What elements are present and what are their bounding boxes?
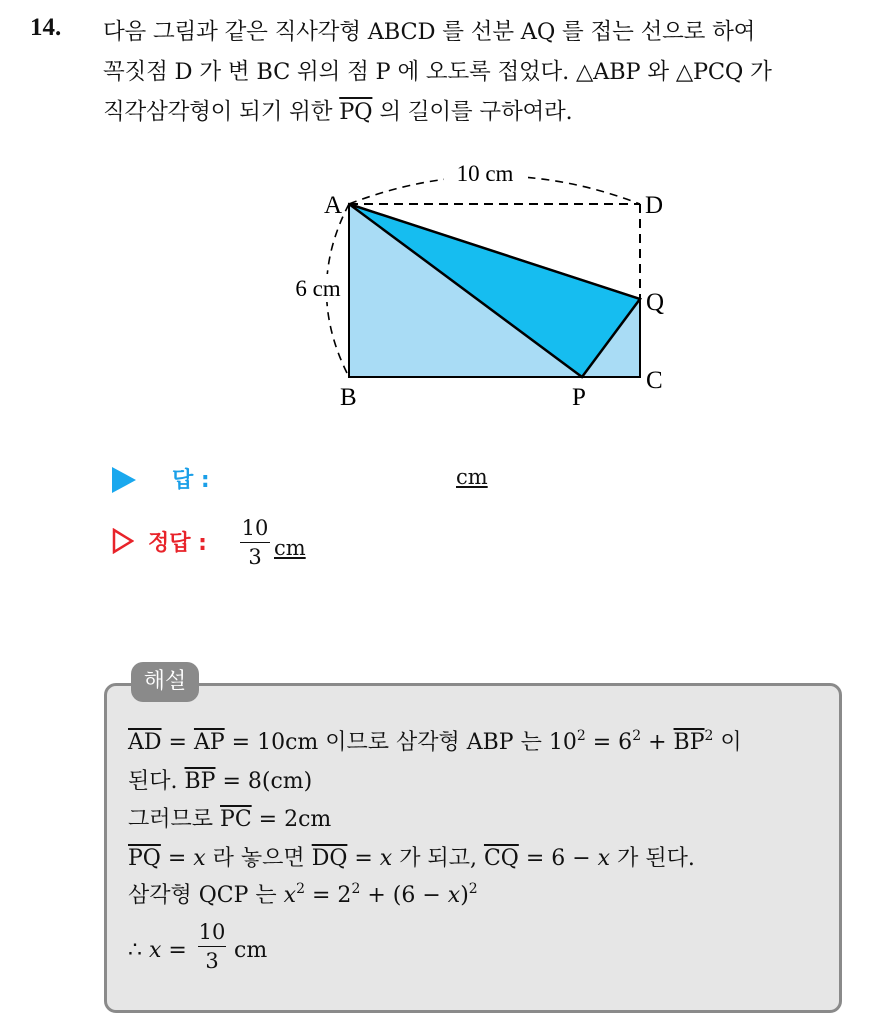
explanation-line-6: ∴ x = bbox=[128, 938, 187, 963]
answer-arrow-icon bbox=[112, 467, 136, 493]
explanation-line-5: 삼각형 QCP 는 $x^2 = 2^2 + (6 - x)^2$ bbox=[128, 881, 478, 908]
explanation-line-4: $\overline{PQ} = x$ 라 놓으면 $\overline{DQ} = x$ 가 되고, $\overline{CQ} = 6 - x$ 가 된다. bbox=[128, 846, 695, 871]
left-length-label: 6 cm bbox=[295, 276, 341, 301]
answer-input-unit[interactable]: cm bbox=[456, 465, 488, 489]
vertex-label-d: D bbox=[645, 192, 664, 219]
vertex-label-c: C bbox=[646, 367, 663, 394]
explanation-line-1: $\overline{AD} = \overline{AP} = 10cm$ 이므로 삼각형 ABP 는 $10^2 = 6^2 + \overline{BP}^2$ 이 bbox=[128, 728, 742, 755]
vertex-label-p: P bbox=[572, 384, 586, 411]
question-number: 14. bbox=[30, 14, 62, 41]
segment-pq: $\overline{PQ}$ bbox=[339, 99, 373, 125]
figure-svg bbox=[280, 150, 700, 420]
question-text-line-2: 꼭짓점 D 가 변 BC 위의 점 P 에 오도록 접었다. △ABP 와 △PCQ 가 bbox=[103, 59, 772, 85]
correct-answer-fraction: 10 3 bbox=[241, 516, 269, 569]
question-text-line-1: 다음 그림과 같은 직사각형 ABCD 를 선분 AQ 를 접는 선으로 하여 bbox=[103, 19, 756, 45]
correct-answer-unit: cm bbox=[274, 536, 306, 560]
vertex-label-a: A bbox=[324, 192, 343, 219]
answer-label: 답 : bbox=[172, 468, 210, 493]
correct-answer-label: 정답 : bbox=[148, 531, 207, 556]
vertex-label-b: B bbox=[340, 384, 357, 411]
explanation-line-3: 그러므로 $\overline{PC} = 2cm$ bbox=[128, 807, 332, 832]
explanation-line-2: 된다. $\overline{BP} = 8(cm)$ bbox=[128, 769, 313, 794]
question-text-line-3: 직각삼각형이 되기 위한 $\overline{PQ}$ 의 길이를 구하여라. bbox=[103, 99, 573, 125]
folded-rectangle-figure bbox=[280, 150, 700, 420]
vertex-label-q: Q bbox=[646, 289, 665, 316]
explanation-unit: cm bbox=[234, 938, 268, 963]
explanation-fraction: 10 3 bbox=[198, 920, 226, 973]
correct-arrow-icon bbox=[112, 528, 134, 554]
explanation-tab: 해설 bbox=[131, 662, 199, 702]
top-length-label: 10 cm bbox=[456, 161, 514, 186]
